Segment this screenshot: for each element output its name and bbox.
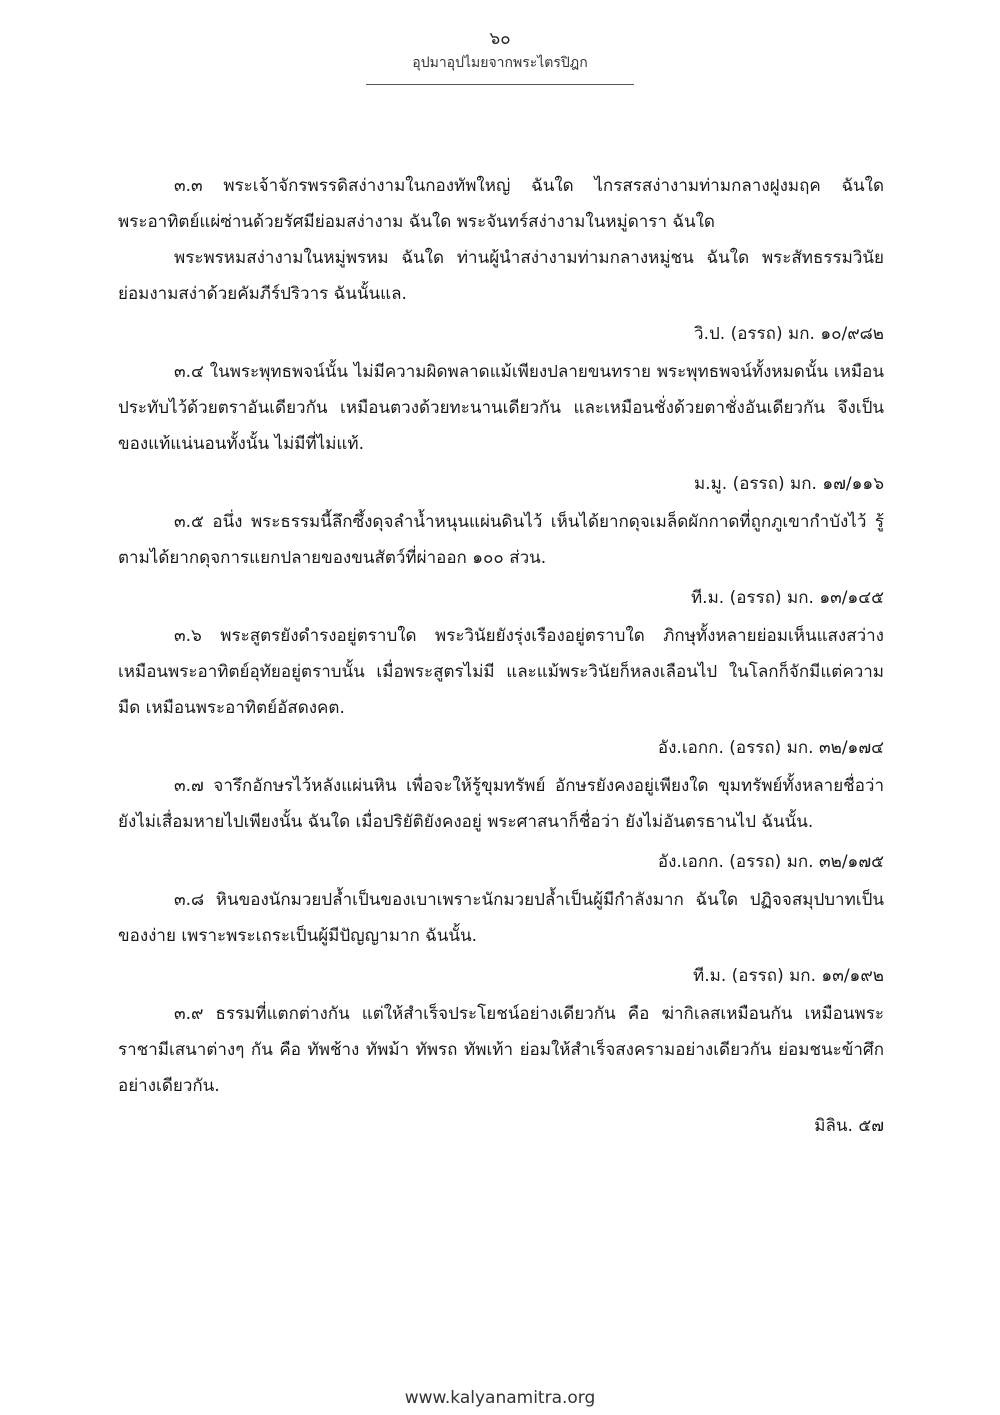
- source-reference: วิ.ป. (อรรถ) มก. ๑๐/๙๘๒: [694, 324, 884, 344]
- entry-3-3: [118, 168, 884, 352]
- paragraph: ๓.๔ ในพระพุทธพจน์นั้น ไม่มีความผิดพลาดแม้เพียงปลายขนทราย พระพุทธพจน์ทั้งหมดนั้น เหมือนประทับไว้ด้วยตราอันเดียวกัน เหมือนตวงด้วยทะนานเดียวกัน และเหมือนชั่งด้วยตาชั่งอันเดียวกัน จึงเป็นของแท้แน่นอนทั้งนั้น ไม่มีที่ไม่แท้.: [118, 362, 884, 454]
- source-reference: ม.มู. (อรรถ) มก. ๑๗/๑๑๖: [693, 474, 884, 494]
- source-reference: ที.ม. (อรรถ) มก. ๑๓/๑๙๒: [693, 966, 884, 986]
- entry-3-5: [118, 504, 884, 616]
- entry-3-9: [118, 996, 884, 1144]
- footer-website: www.kalyanamitra.org: [404, 1388, 596, 1408]
- paragraph: ๓.๓ พระเจ้าจักรพรรดิสง่างามในกองทัพใหญ่ ฉันใด ไกรสรสง่างามท่ามกลางฝูงมฤค ฉันใด พระอาทิตย์แผ่ซ่านด้วยรัศมีย่อมสง่างาม ฉันใด พระจันทร์สง่างามในหมู่ดารา ฉันใด: [118, 176, 884, 232]
- document-body: [118, 168, 884, 1146]
- page-number: ๖๐: [489, 29, 511, 49]
- entry-3-7: [118, 768, 884, 880]
- paragraph: ๓.๗ จารึกอักษรไว้หลังแผ่นหิน เพื่อจะให้รู้ขุมทรัพย์ อักษรยังคงอยู่เพียงใด ขุมทรัพย์ทั้งหลายชื่อว่า ยังไม่เสื่อมหายไปเพียงนั้น ฉันใด เมื่อปริยัติยังคงอยู่ พระศาสนาก็ชื่อว่า ยังไม่อันตรธานไป ฉันนั้น.: [118, 776, 884, 832]
- source-reference: อัง.เอกก. (อรรถ) มก. ๓๒/๑๗๔: [657, 738, 884, 758]
- entry-3-8: [118, 882, 884, 994]
- header-divider: [366, 84, 634, 85]
- source-reference: มิลิน. ๕๗: [814, 1116, 884, 1136]
- entry-3-4: [118, 354, 884, 502]
- running-title: อุปมาอุปไมยจากพระไตรปิฎก: [412, 55, 588, 71]
- entry-3-6: [118, 618, 884, 766]
- source-reference: อัง.เอกก. (อรรถ) มก. ๓๒/๑๗๕: [657, 852, 884, 872]
- paragraph: ๓.๙ ธรรมที่แตกต่างกัน แต่ให้สำเร็จประโยชน์อย่างเดียวกัน คือ ฆ่ากิเลสเหมือนกัน เหมือนพระราชามีเสนาต่างๆ กัน คือ ทัพช้าง ทัพม้า ทัพรถ ทัพเท้า ย่อมให้สำเร็จสงครามอย่างเดียวกัน ย่อมชนะข้าศึกอย่างเดียวกัน.: [118, 1004, 884, 1096]
- page-header: [0, 28, 1000, 85]
- paragraph: ๓.๖ พระสูตรยังดำรงอยู่ตราบใด พระวินัยยังรุ่งเรืองอยู่ตราบใด ภิกษุทั้งหลายย่อมเห็นแสงสว่างเหมือนพระอาทิตย์อุทัยอยู่ตราบนั้น เมื่อพระสูตรไม่มี และแม้พระวินัยก็หลงเลือนไป ในโลกก็จักมีแต่ความมืด เหมือนพระอาทิตย์อัสดงคต.: [118, 626, 884, 718]
- paragraph: พระพรหมสง่างามในหมู่พรหม ฉันใด ท่านผู้นำสง่างามท่ามกลางหมู่ชน ฉันใด พระสัทธรรมวินัยย่อมงามสง่าด้วยคัมภีร์ปริวาร ฉันนั้นแล.: [118, 248, 884, 304]
- paragraph: ๓.๘ หินของนักมวยปล้ำเป็นของเบาเพราะนักมวยปล้ำเป็นผู้มีกำลังมาก ฉันใด ปฏิจจสมุปบาทเป็นของง่าย เพราะพระเถระเป็นผู้มีปัญญามาก ฉันนั้น.: [118, 890, 884, 946]
- source-reference: ที.ม. (อรรถ) มก. ๑๓/๑๔๕: [690, 588, 884, 608]
- paragraph: ๓.๕ อนึ่ง พระธรรมนี้ลึกซึ้งดุจลำน้ำหนุนแผ่นดินไว้ เห็นได้ยากดุจเมล็ดผักกาดที่ถูกภูเขากำบังไว้ รู้ตามได้ยากดุจการแยกปลายของขนสัตว์ที่ผ่าออก ๑๐๐ ส่วน.: [118, 512, 884, 568]
